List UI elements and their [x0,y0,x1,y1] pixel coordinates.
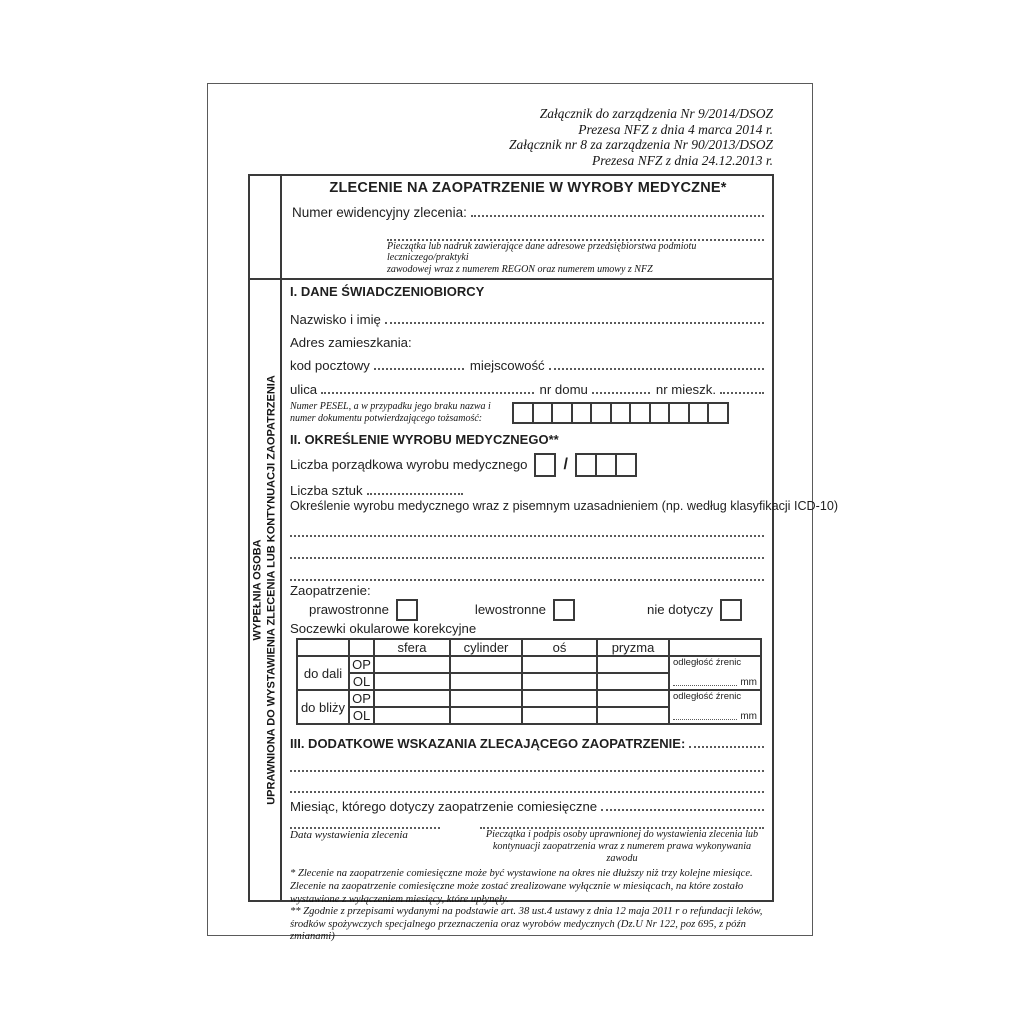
month-field[interactable] [601,809,764,811]
lens-header-empty [669,639,761,656]
name-label: Nazwisko i imię [290,312,381,327]
description-line-3[interactable] [290,559,764,581]
section2-heading: II. OKREŚLENIE WYROBU MEDYCZNEGO** [290,432,559,447]
lens-eye-op: OP [349,656,374,673]
lens-group-dali: do dali [297,656,349,690]
header-empty-cell [250,176,282,278]
footnote-1: * Zlecenie na zaopatrzenie comiesięczne może być wystawione na okres nie dłuższy niż trzy kolejne miesiące. Zlecenie na zaopatrzenie comiesięczne może zostać zrealizowane wyłącznie w miesiącach, na które zostało wystawione z wyłączeniem miesięcy, które upłynęły. [290,868,753,905]
ordinal-label: Liczba porządkowa wyrobu medycznego [290,457,528,472]
lens-header-empty [349,639,374,656]
apt-no-label: nr mieszk. [655,382,716,397]
section3-line-2[interactable] [290,772,764,793]
lens-header-empty [297,639,349,656]
pupil-distance-cell-dali[interactable] [669,656,761,690]
form-table [248,174,839,943]
form-title: ZLECENIE NA ZAOPATRZENIE W WYROBY MEDYCZNE* [329,180,727,196]
lens-eye-op: OP [349,690,374,707]
postal-label: kod pocztowy [290,358,370,373]
pupil-mm-line[interactable] [673,677,757,688]
order-number-field[interactable] [471,215,764,217]
quantity-row [290,480,764,498]
pupil-distance-cell-blizy[interactable] [669,690,761,724]
lens-cell[interactable] [597,690,669,707]
description-line-1[interactable] [290,515,764,537]
lens-cell[interactable] [374,656,450,673]
city-field[interactable] [549,368,764,370]
ordinal-row [290,452,764,477]
stamp-area[interactable] [387,239,764,276]
lens-cell[interactable] [374,673,450,690]
supply-option-right-checkbox[interactable] [396,599,418,621]
street-label: ulica [290,382,318,397]
description-line-2[interactable] [290,537,764,559]
lens-header-os: oś [522,639,597,656]
supply-option-left-label: lewostronne [474,602,547,617]
quantity-label: Liczba sztuk [290,483,363,498]
attachment-line: Załącznik nr 8 za zarządzenia Nr 90/2013/DSOZ [508,137,773,152]
lens-cell[interactable] [597,656,669,673]
pesel-box[interactable] [512,402,534,424]
pesel-box[interactable] [688,402,710,424]
lens-row-blizy-op [297,690,761,707]
house-no-label: nr domu [539,382,588,397]
signature-row [290,827,764,864]
form-main-row [250,280,839,943]
section3-heading: III. DODATKOWE WSKAZANIA ZLECAJĄCEGO ZAOPATRZENIE: [290,736,686,751]
pupil-distance-label: odległość źrenic [673,657,742,668]
address-label: Adres zamieszkania: [290,335,412,350]
postal-field[interactable] [374,368,464,370]
stamp-caption-line1: Pieczątka lub nadruk zawierające dane adresowe przedsiębiorstwa podmiotu leczniczego/praktyki [387,240,697,263]
pesel-box[interactable] [610,402,632,424]
lens-header-cylinder: cylinder [450,639,522,656]
pesel-box[interactable] [590,402,612,424]
lens-cell[interactable] [597,673,669,690]
name-row [290,306,764,327]
pupil-distance-label: odległość źrenic [673,691,742,702]
footnote-2: ** Zgodnie z przepisami wydanymi na podstawie art. 38 ust.4 ustawy z dnia 12 maja 2011 r o refundacji leków, środków spożywczych specjalnego przeznaczenia oraz wyrobów medycznych (Dz.U Nr 122, poz 695, z późn zmianami) [290,906,763,943]
ordinal-box[interactable] [534,453,556,477]
ordinal-code-box[interactable] [595,453,617,477]
city-label: miejscowość [469,358,545,373]
lens-eye-ol: OL [349,707,374,724]
sidebar-line2: UPRAWNIONA DO WYSTAWIENIA ZLECENIA LUB KONTYNUACJI ZAOPATRZENIA [265,375,277,805]
stamp-caption-line2: zawodowej wraz z numerem REGON oraz numerem umowy z NFZ [387,263,653,275]
mm-suffix: mm [740,677,757,688]
supply-option-left-checkbox[interactable] [553,599,575,621]
pesel-row [290,400,764,425]
pesel-boxes[interactable] [512,402,729,424]
description-label: Określenie wyrobu medycznego wraz z pisemnym uzasadnieniem (np. według klasyfikacji ICD-10) [290,499,839,513]
lens-header-sfera: sfera [374,639,450,656]
form-content-cell [282,280,839,943]
street-field[interactable] [321,392,533,394]
lens-header-pryzma: pryzma [597,639,669,656]
lens-cell[interactable] [450,673,522,690]
pesel-label: Numer PESEL, a w przypadku jego braku nazwa i numer dokumentu potwierdzającego tożsamość: [290,401,491,424]
sidebar-vertical-text [252,375,279,805]
month-row [290,794,764,814]
lens-cell[interactable] [597,707,669,724]
signature-caption-line2: kontynuacji zaopatrzenia wraz z numerem prawa wykonywania zawodu [492,840,752,864]
attachment-line: Prezesa NFZ z dnia 24.12.2013 r. [591,152,773,168]
lens-cell[interactable] [522,707,597,724]
street-row [290,375,764,397]
sidebar-line1: WYPEŁNIA OSOBA [251,539,264,641]
ordinal-box[interactable] [534,453,556,477]
lens-cell[interactable] [522,690,597,707]
header-content-cell [282,176,772,278]
pesel-box[interactable] [532,402,554,424]
ordinal-code-box[interactable] [615,453,637,477]
issue-date-label: Data wystawienia zlecenia [290,829,408,841]
footnotes [290,868,764,944]
pupil-mm-field[interactable] [673,719,737,720]
name-field[interactable] [385,322,764,324]
house-no-field[interactable] [592,392,650,394]
supply-option-na-checkbox[interactable] [720,599,742,621]
pesel-box[interactable] [707,402,729,424]
attachment-line: Załącznik do zarządzenia Nr 9/2014/DSOZ [539,106,773,121]
lens-cell[interactable] [522,656,597,673]
pupil-mm-field[interactable] [673,685,737,686]
signature-caption-line1: Pieczątka i podpis osoby uprawnionej do wystawienia zlecenia lub [485,829,759,840]
attachment-line: Prezesa NFZ z dnia 4 marca 2014 r. [578,121,773,137]
supply-label: Zaopatrzenie: [290,583,371,598]
month-label: Miesiąc, którego dotyczy zaopatrzenie comiesięczne [290,799,598,814]
pesel-box[interactable] [668,402,690,424]
pesel-box[interactable] [629,402,651,424]
supply-option-right-label: prawostronne [309,602,389,617]
apt-no-field[interactable] [720,392,764,394]
issue-date-block[interactable] [290,827,440,842]
order-number-row [292,201,764,220]
section3-heading-row [290,734,764,751]
pesel-box[interactable] [571,402,593,424]
address-row [290,329,764,350]
section1-heading: I. DANE ŚWIADCZENIOBIORCY [290,284,485,299]
attachment-reference-block [509,106,773,168]
postal-city-row [290,352,764,373]
pupil-mm-line[interactable] [673,711,757,722]
lenses-label: Soczewki okularowe korekcyjne [290,621,477,636]
lens-eye-ol: OL [349,673,374,690]
signature-block[interactable] [480,827,764,864]
lens-cell[interactable] [450,690,522,707]
lens-cell[interactable] [522,673,597,690]
pesel-box[interactable] [551,402,573,424]
lens-cell[interactable] [374,707,450,724]
lens-cell[interactable] [450,707,522,724]
lens-row-dali-op [297,656,761,673]
mm-suffix: mm [740,711,757,722]
supply-options-row [290,598,764,621]
lens-header-row [297,639,761,656]
section3-heading-field[interactable] [689,746,764,748]
document-page [207,83,839,943]
lens-cell[interactable] [374,690,450,707]
order-number-label: Numer ewidencyjny zlecenia: [292,205,467,220]
sidebar-cell [250,280,282,900]
section3-line-1[interactable] [290,751,764,772]
quantity-field[interactable] [367,493,463,495]
supply-option-na-label: nie dotyczy [647,602,713,617]
ordinal-separator: / [563,455,568,473]
ordinal-code-box[interactable] [575,453,597,477]
lens-group-blizy: do bliży [297,690,349,724]
form-header-row [250,176,772,280]
ordinal-code-boxes[interactable] [575,453,637,477]
lens-cell[interactable] [450,656,522,673]
lens-table [296,638,762,725]
pesel-box[interactable] [649,402,671,424]
